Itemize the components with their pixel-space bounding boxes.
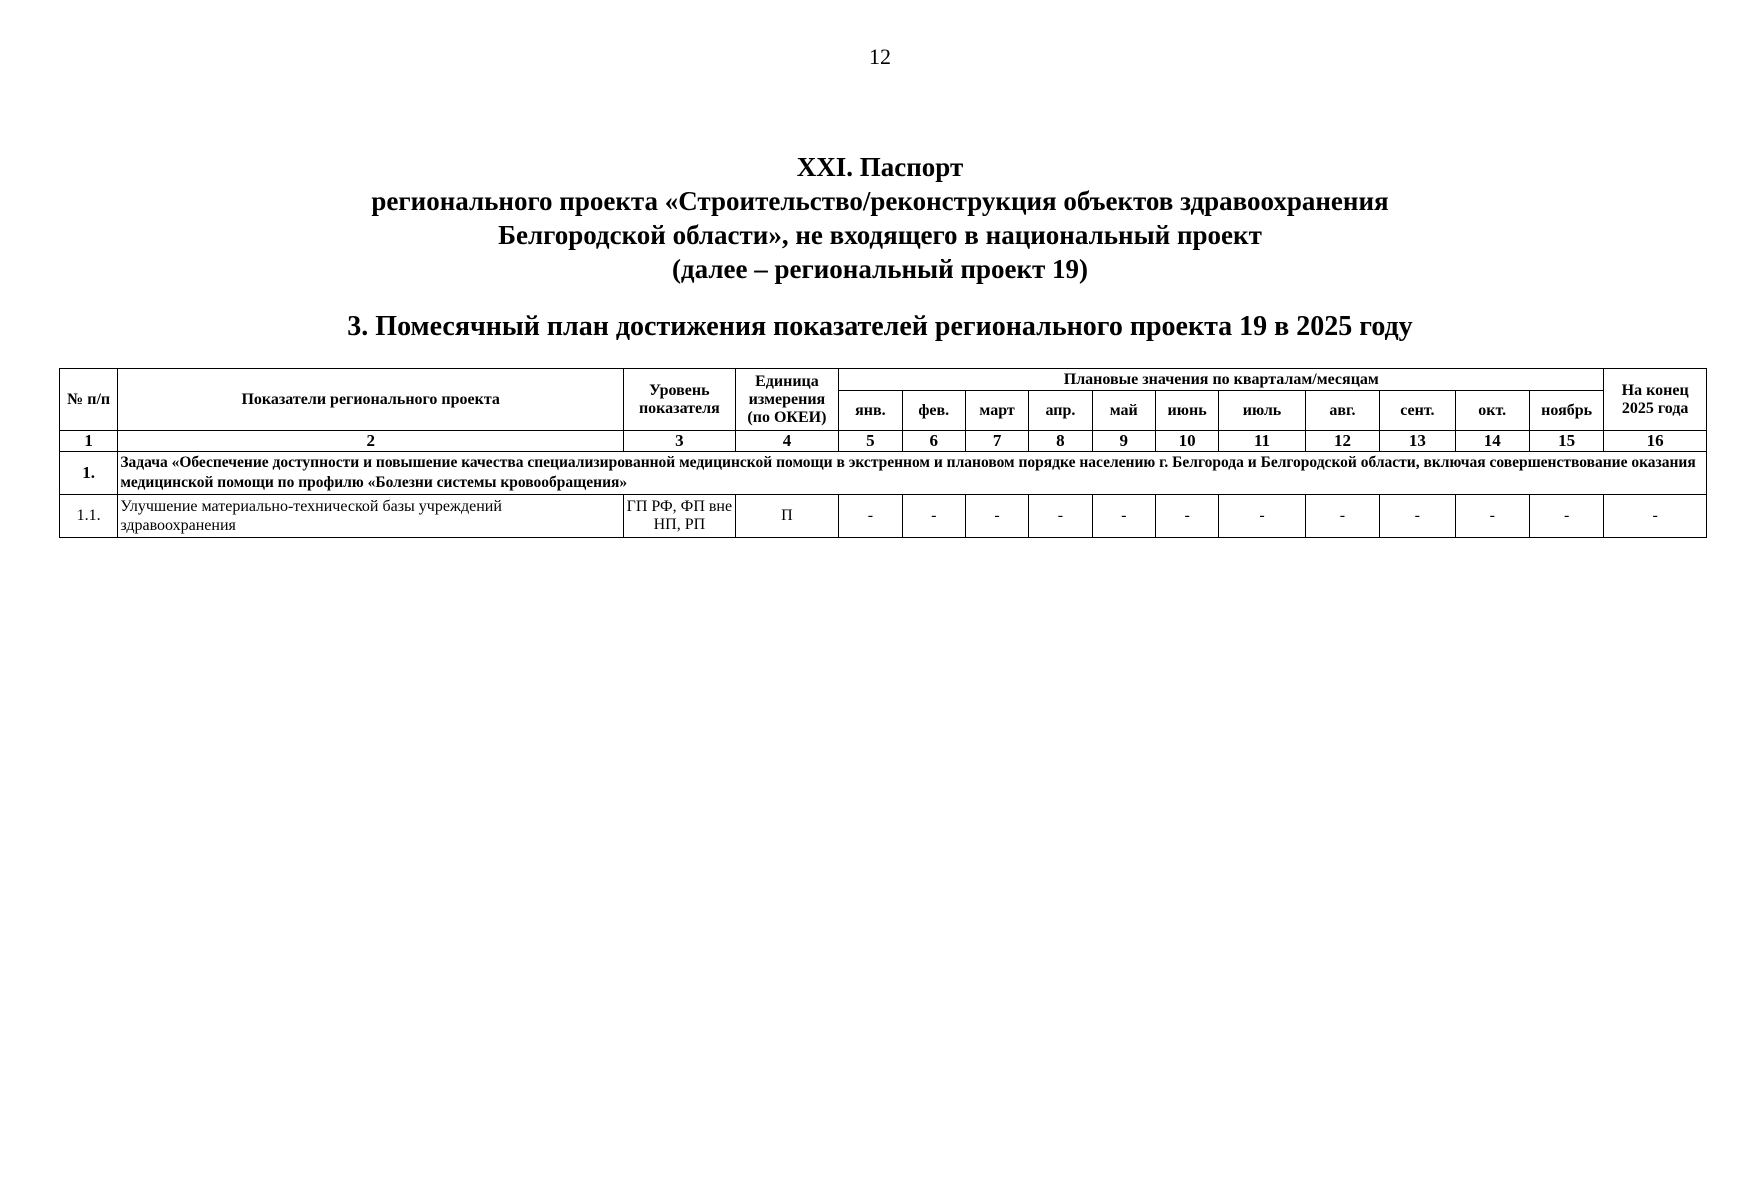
header-month: июль — [1219, 391, 1305, 431]
header-month: окт. — [1455, 391, 1529, 431]
column-number: 12 — [1305, 431, 1379, 452]
section-title: 3. Помесячный план достижения показателей регионального проекта 19 в 2025 году — [347, 311, 1413, 342]
page-number: 12 — [869, 44, 891, 69]
header-month: янв. — [839, 391, 902, 431]
column-number: 5 — [839, 431, 902, 452]
month-value: - — [1219, 495, 1305, 538]
column-number-row — [60, 431, 1707, 452]
header-planned: Плановые значения по кварталам/месяцам — [839, 369, 1604, 391]
month-value: - — [902, 495, 965, 538]
month-value: - — [1455, 495, 1529, 538]
task-row — [60, 452, 1707, 495]
header-month: фев. — [902, 391, 965, 431]
header-indicator: Показатели регионального проекта — [118, 369, 624, 431]
column-number: 15 — [1529, 431, 1603, 452]
month-value: - — [839, 495, 902, 538]
indicator-name: Улучшение материально-технической базы учреждений здравоохранения — [118, 495, 624, 538]
title-line-3: Белгородской области», не входящего в национальный проект — [498, 220, 1262, 250]
month-value: - — [965, 495, 1028, 538]
header-end-of-year: На конец 2025 года — [1604, 369, 1707, 431]
document-title — [0, 150, 1760, 286]
end-of-year-value: - — [1604, 495, 1707, 538]
header-level: Уровень показателя — [624, 369, 736, 431]
title-line-2: регионального проекта «Строительство/реконструкция объектов здравоохранения — [371, 186, 1389, 216]
column-number: 16 — [1604, 431, 1707, 452]
header-month: май — [1092, 391, 1155, 431]
task-number: 1. — [60, 452, 118, 495]
column-number: 6 — [902, 431, 965, 452]
title-line-1: XXI. Паспорт — [796, 152, 964, 182]
monthly-plan-table — [59, 368, 1707, 538]
month-value: - — [1380, 495, 1455, 538]
column-number: 9 — [1092, 431, 1155, 452]
month-value: - — [1305, 495, 1379, 538]
header-month: авг. — [1305, 391, 1379, 431]
indicator-level: ГП РФ, ФП вне НП, РП — [624, 495, 736, 538]
column-number: 2 — [118, 431, 624, 452]
column-number: 14 — [1455, 431, 1529, 452]
task-text: Задача «Обеспечение доступности и повышение качества специализированной медицинской помощи в экстренном и плановом порядке населению г. Белгорода и Белгородской области, включая совершенствование оказания медицинской помощи по профилю «Болезни системы кровообращения» — [118, 452, 1707, 495]
column-number: 13 — [1380, 431, 1455, 452]
indicator-unit: П — [735, 495, 839, 538]
table-row — [60, 495, 1707, 538]
column-number: 1 — [60, 431, 118, 452]
header-unit: Единица измерения (по ОКЕИ) — [735, 369, 839, 431]
header-month: март — [965, 391, 1028, 431]
title-line-4: (далее – региональный проект 19) — [671, 254, 1089, 284]
month-value: - — [1529, 495, 1603, 538]
header-num: № п/п — [60, 369, 118, 431]
row-number: 1.1. — [60, 495, 118, 538]
header-month: апр. — [1029, 391, 1092, 431]
column-number: 8 — [1029, 431, 1092, 452]
header-month: сент. — [1380, 391, 1455, 431]
column-number: 10 — [1155, 431, 1218, 452]
column-number: 4 — [735, 431, 839, 452]
month-value: - — [1155, 495, 1218, 538]
month-value: - — [1029, 495, 1092, 538]
column-number: 11 — [1219, 431, 1305, 452]
column-number: 7 — [965, 431, 1028, 452]
header-month: ноябрь — [1529, 391, 1603, 431]
header-month: июнь — [1155, 391, 1218, 431]
column-number: 3 — [624, 431, 736, 452]
month-value: - — [1092, 495, 1155, 538]
